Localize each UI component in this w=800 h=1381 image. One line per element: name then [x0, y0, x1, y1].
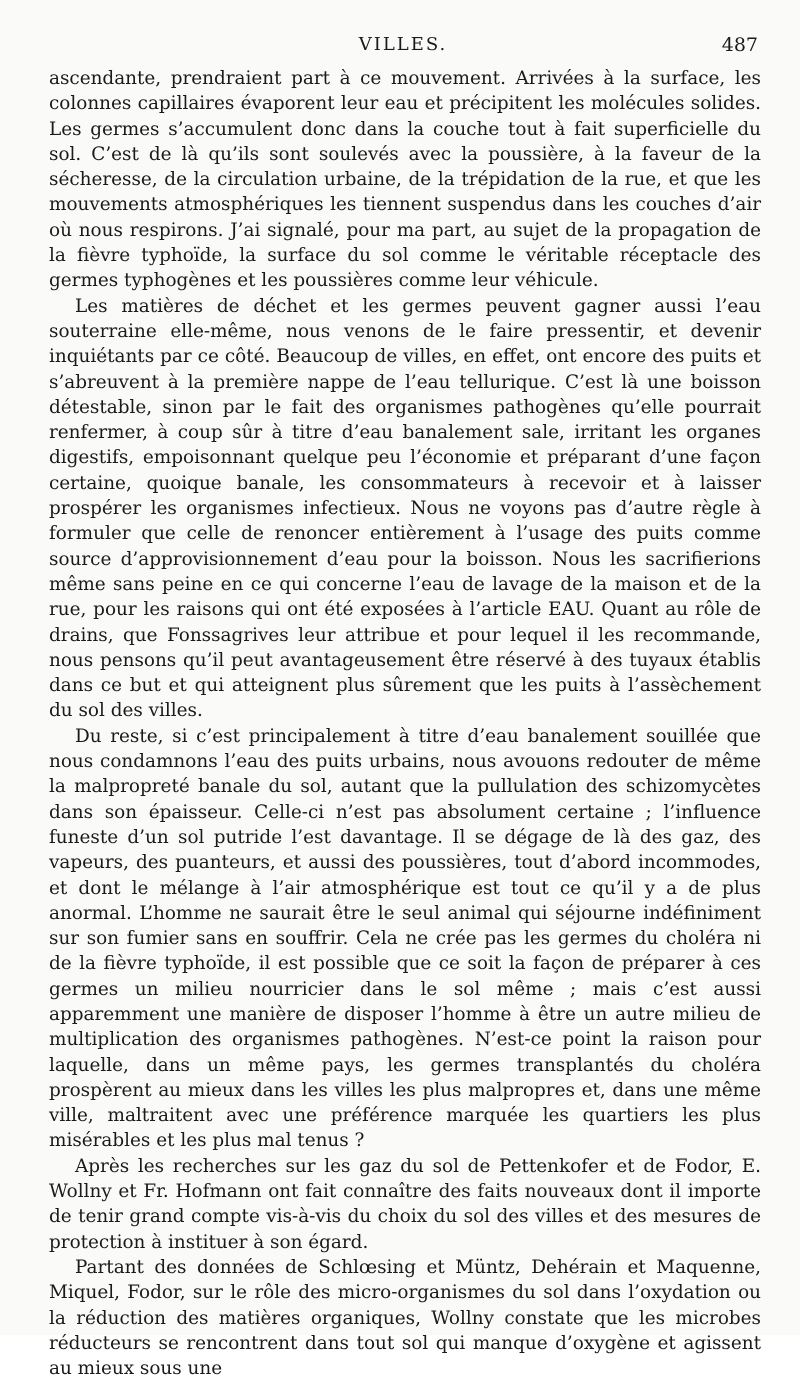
paragraph-3: Du reste, si c’est principalement à titre d’eau banalement souillée que nous condamnons l’eau des puits urbains, nous avouons redouter de même la malpropreté banale du sol, autant que la pullulation des schizomycètes dans son épaisseur. Celle-ci n’est pas absolument certaine ; l’influence funeste d’un sol putride l’est davantage. Il se dégage de là des gaz, des vapeurs, des puanteurs, et aussi des poussières, tout d’abord incommodes, et dont le mélange à l’air atmosphérique est tout ce qu’il y a de plus anormal. L’homme ne saurait être le seul animal qui séjourne indéfiniment sur son fumier sans en souffrir. Cela ne crée pas les germes du choléra ni de la fièvre typhoïde, il est possible que ce soit la façon de préparer à ces germes un milieu nourricier dans le sol même ; mais c’est aussi apparemment une manière de disposer l’homme à être un autre milieu de multiplication des organismes pathogènes. N’est-ce point la raison pour laquelle, dans un même pays, les germes transplantés du choléra prospèrent au mieux dans les villes les plus malpropres et, dans une même ville, maltraitent avec une préférence marquée les quartiers les plus misérables et les plus mal tenus ? — [49, 725, 761, 1152]
page-number: 487 — [721, 34, 758, 56]
running-title: VILLES. — [358, 34, 448, 55]
running-header — [48, 34, 758, 58]
paragraph-5: Partant des données de Schlœsing et Müntz, Dehérain et Maquenne, Miquel, Fodor, sur le rôle des micro-organismes du sol dans l’oxydation ou la réduction des matières organiques, Wollny constate que les microbes réducteurs se rencontrent dans tout sol qui manque d’oxygène et agissent au mieux sous une — [49, 1256, 761, 1380]
paragraph-4: Après les recherches sur les gaz du sol de Pettenkofer et de Fodor, E. Wollny et Fr. Hofmann ont fait connaître des faits nouveaux dont il importe de tenir grand compte vis-à-vis du choix du sol des villes et des mesures de protection à instituer à son égard. — [49, 1155, 761, 1253]
paragraph-1: ascendante, prendraient part à ce mouvement. Arrivées à la surface, les colonnes capillaires évaporent leur eau et précipitent les molécules solides. Les germes s’accumulent donc dans la couche tout à fait superficielle du sol. C’est de là qu’ils sont soulevés avec la poussière, à la faveur de la sécheresse, de la circulation urbaine, de la trépidation de la rue, et que les mouvements atmosphériques les tiennent suspendus dans les couches d’air où nous respirons. J’ai signalé, pour ma part, au sujet de la propagation de la fièvre typhoïde, la surface du sol comme le véritable réceptacle des germes typhogènes et les poussières comme leur véhicule. — [49, 68, 761, 292]
paragraph-2: Les matières de déchet et les germes peuvent gagner aussi l’eau souterraine elle-même, nous venons de le faire pressentir, et devenir inquiétants par ce côté. Beaucoup de villes, en effet, ont encore des puits et s’abreuvent à la première nappe de l’eau tellurique. C’est là une boisson détestable, sinon par le fait des organismes pathogènes qu’elle pourrait renfermer, à coup sûr à titre d’eau banalement sale, irritant les organes digestifs, empoisonnant quelque peu l’économie et préparant d’une façon certaine, quoique banale, les consommateurs à recevoir et à laisser prospérer les organismes infectieux. Nous ne voyons pas d’autre règle à formuler que celle de renoncer entièrement à l’usage des puits comme source d’approvisionnement d’eau pour la boisson. Nous les sacrifierions même sans peine en ce qui concerne l’eau de lavage de la maison et de la rue, pour les raisons qui ont été exposées à l’article EAU. Quant au rôle de drains, que Fonssagrives leur attribue et pour lequel il les recommande, nous pensons qu’il peut avantageusement être réservé à des tuyaux établis dans ce but et qui atteignent plus sûrement que les puits à l’assèchement du sol des villes. — [49, 295, 761, 722]
body-text — [49, 66, 761, 1381]
